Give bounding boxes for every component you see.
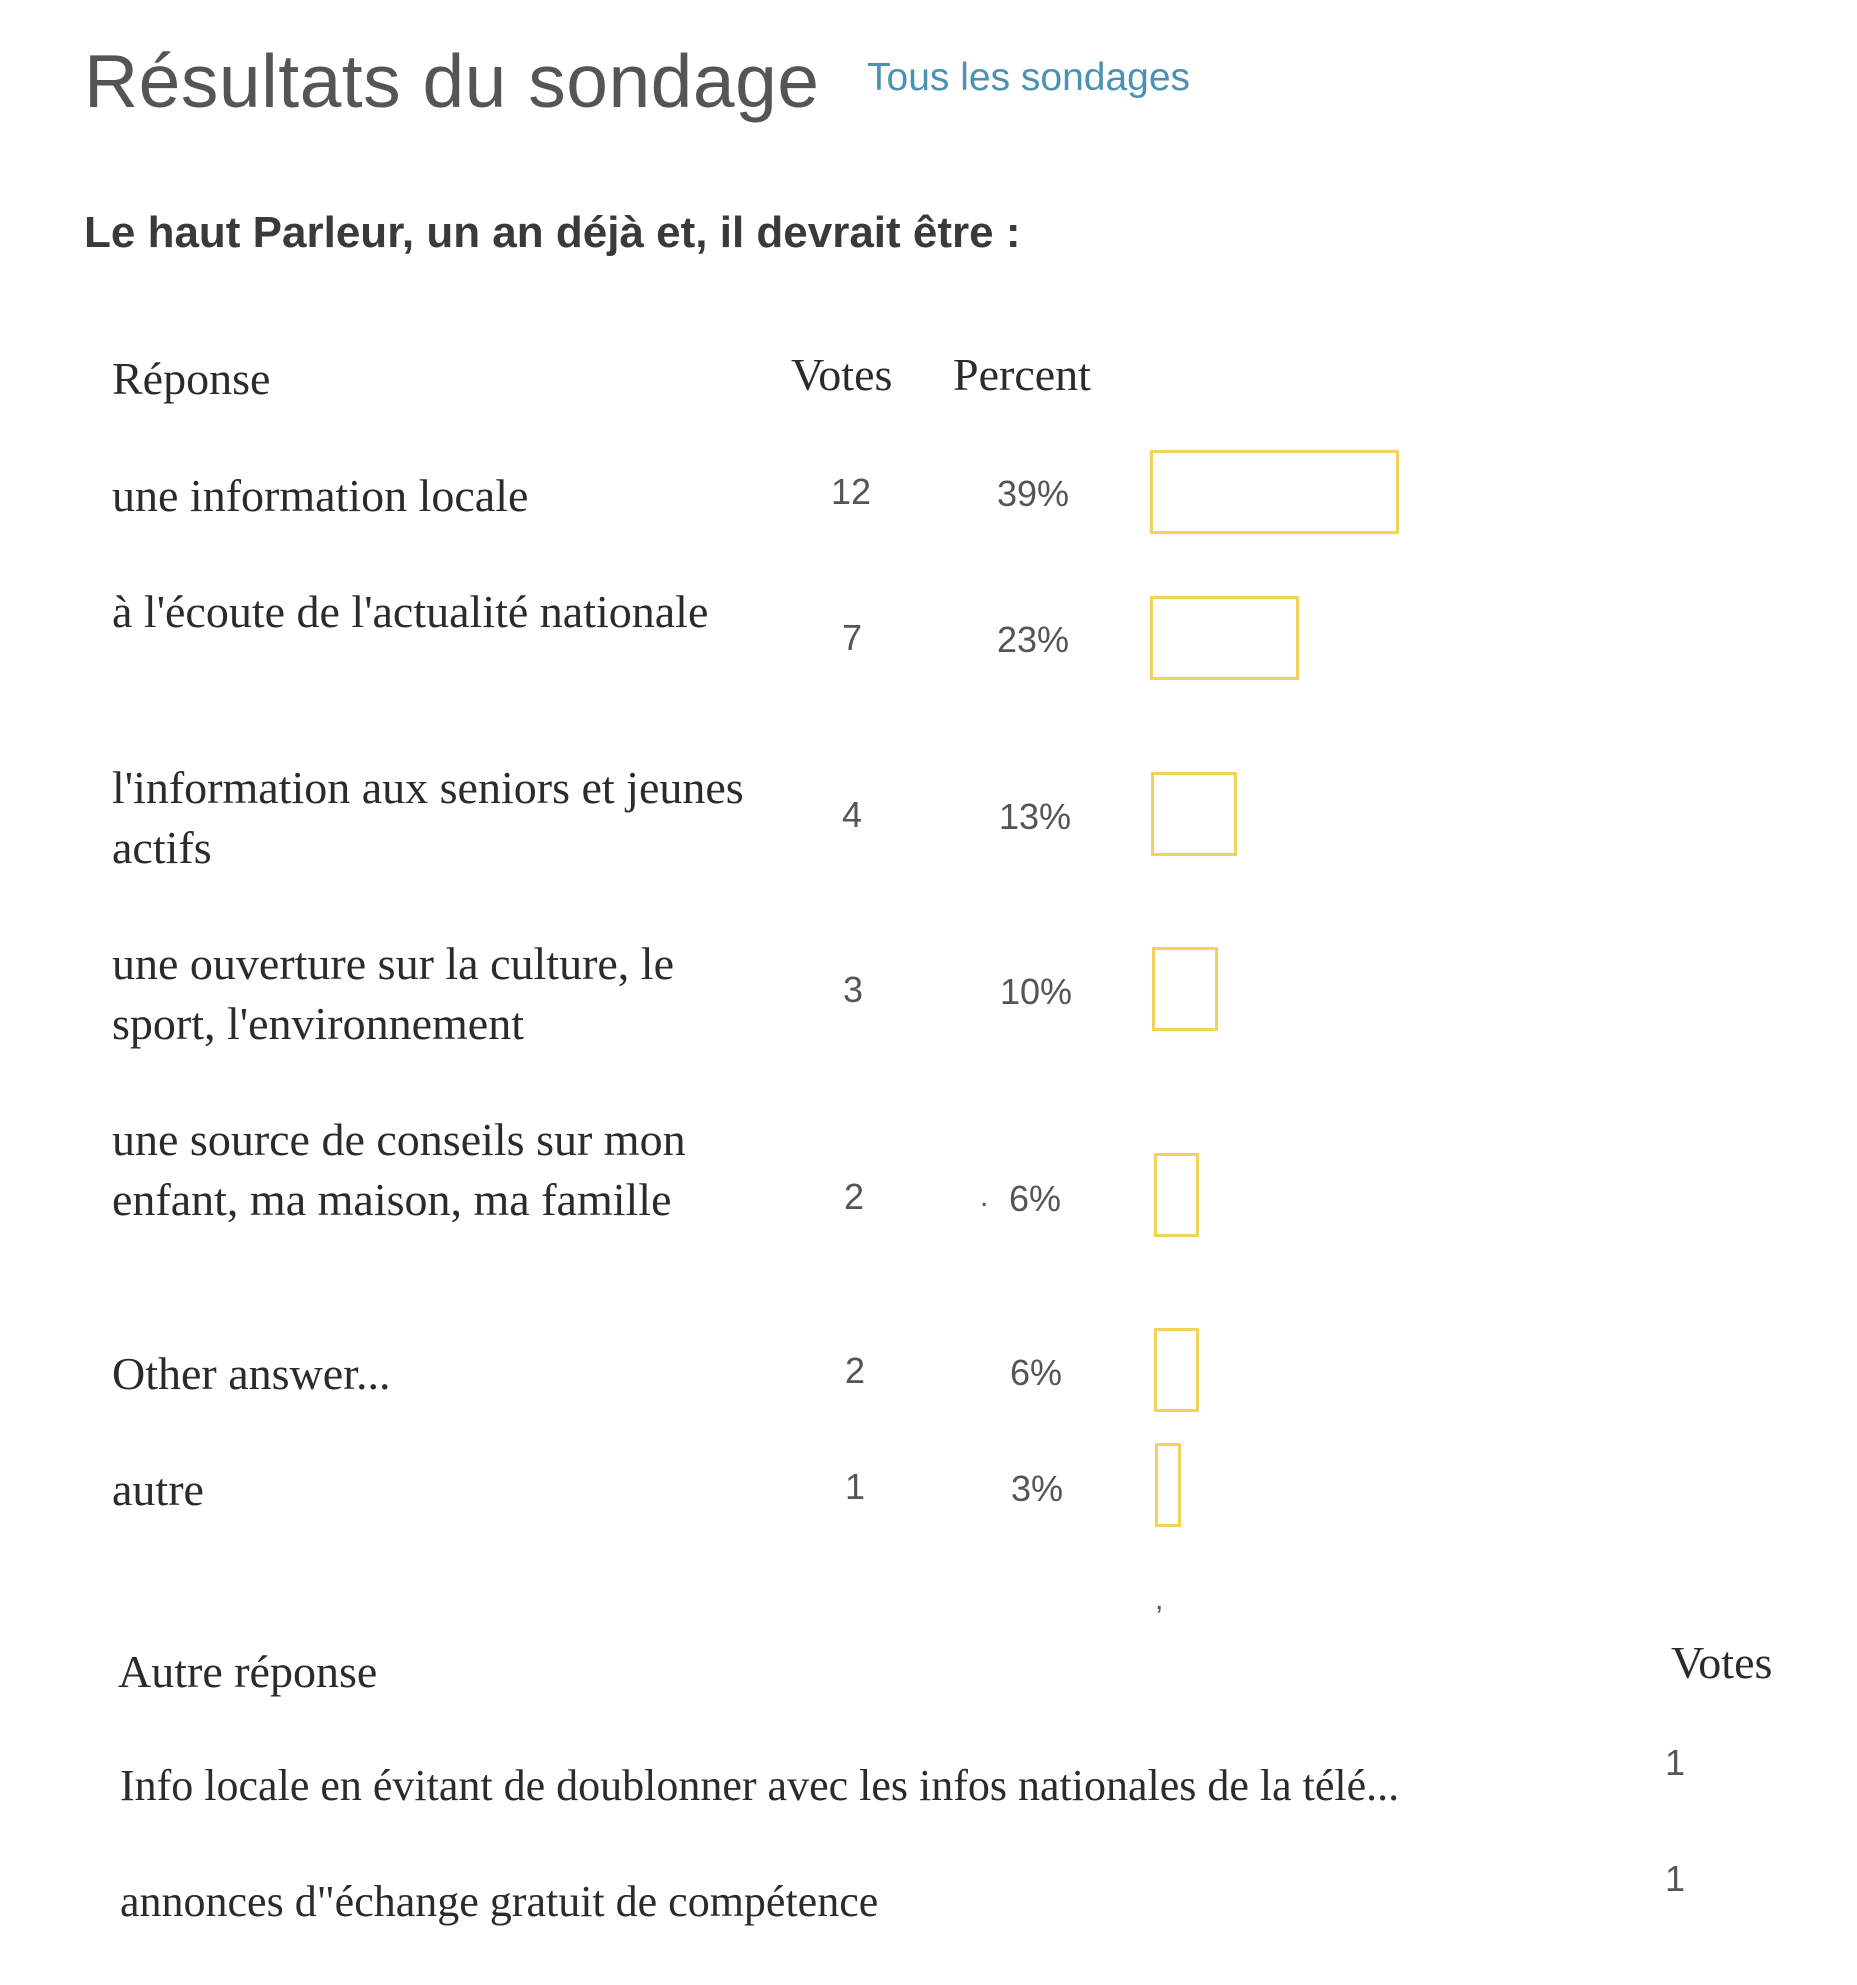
percent-value: 3% [1010,1468,1064,1509]
answer-label: autre [112,1464,204,1515]
answer-column-header: Réponse [112,353,271,404]
other-answer-votes: 1 [1665,1858,1686,1899]
percent-bar [1150,596,1299,680]
percent-bar [1155,1443,1181,1527]
other-answer-text: Info locale en évitant de doublonner avec les infos nationales de la télé... [120,1761,1400,1810]
percent-bar [1151,772,1237,856]
answer-label: Other answer... [112,1348,391,1399]
scan-mark: , [1155,1583,1164,1616]
vote-count: 1 [844,1466,866,1507]
percent-value: 10% [999,971,1073,1012]
answer-label: l'information aux seniors et jeunes actifs [112,762,744,873]
vote-count: 7 [841,617,863,658]
vote-count: 2 [844,1350,866,1391]
answer-label: à l'écoute de l'actualité nationale [112,586,709,637]
answer-label: une ouverture sur la culture, le sport, l'environnement [112,938,674,1049]
percent-value: 6% [1008,1178,1062,1219]
answer-label: une information locale [112,470,529,521]
vote-count: 3 [842,969,864,1010]
percent-value: 39% [996,473,1070,514]
other-votes-column-header: Votes [1671,1637,1773,1688]
poll-question: Le haut Parleur, un an déjà et, il devrait être : [84,208,1021,257]
percent-value: 13% [998,796,1072,837]
vote-count: 4 [841,794,863,835]
all-polls-link[interactable]: Tous les sondages [867,56,1191,99]
answer-label: une source de conseils sur mon enfant, ma maison, ma famille [112,1114,686,1225]
page-title: Résultats du sondage [84,39,820,123]
percent-value: 23% [996,619,1070,660]
other-answer-votes: 1 [1665,1742,1686,1783]
vote-count: 12 [830,471,872,512]
scan-mark: . [980,1180,989,1213]
percent-bar [1154,1153,1199,1237]
percent-bar [1154,1328,1199,1412]
percent-column-header: Percent [953,349,1091,400]
percent-bar [1150,450,1399,534]
percent-value: 6% [1009,1352,1063,1393]
votes-column-header: Votes [791,349,893,400]
other-answer-column-header: Autre réponse [118,1646,378,1697]
percent-bar [1152,947,1218,1031]
vote-count: 2 [843,1176,865,1217]
other-answer-text: annonces d"échange gratuit de compétence [120,1877,879,1926]
